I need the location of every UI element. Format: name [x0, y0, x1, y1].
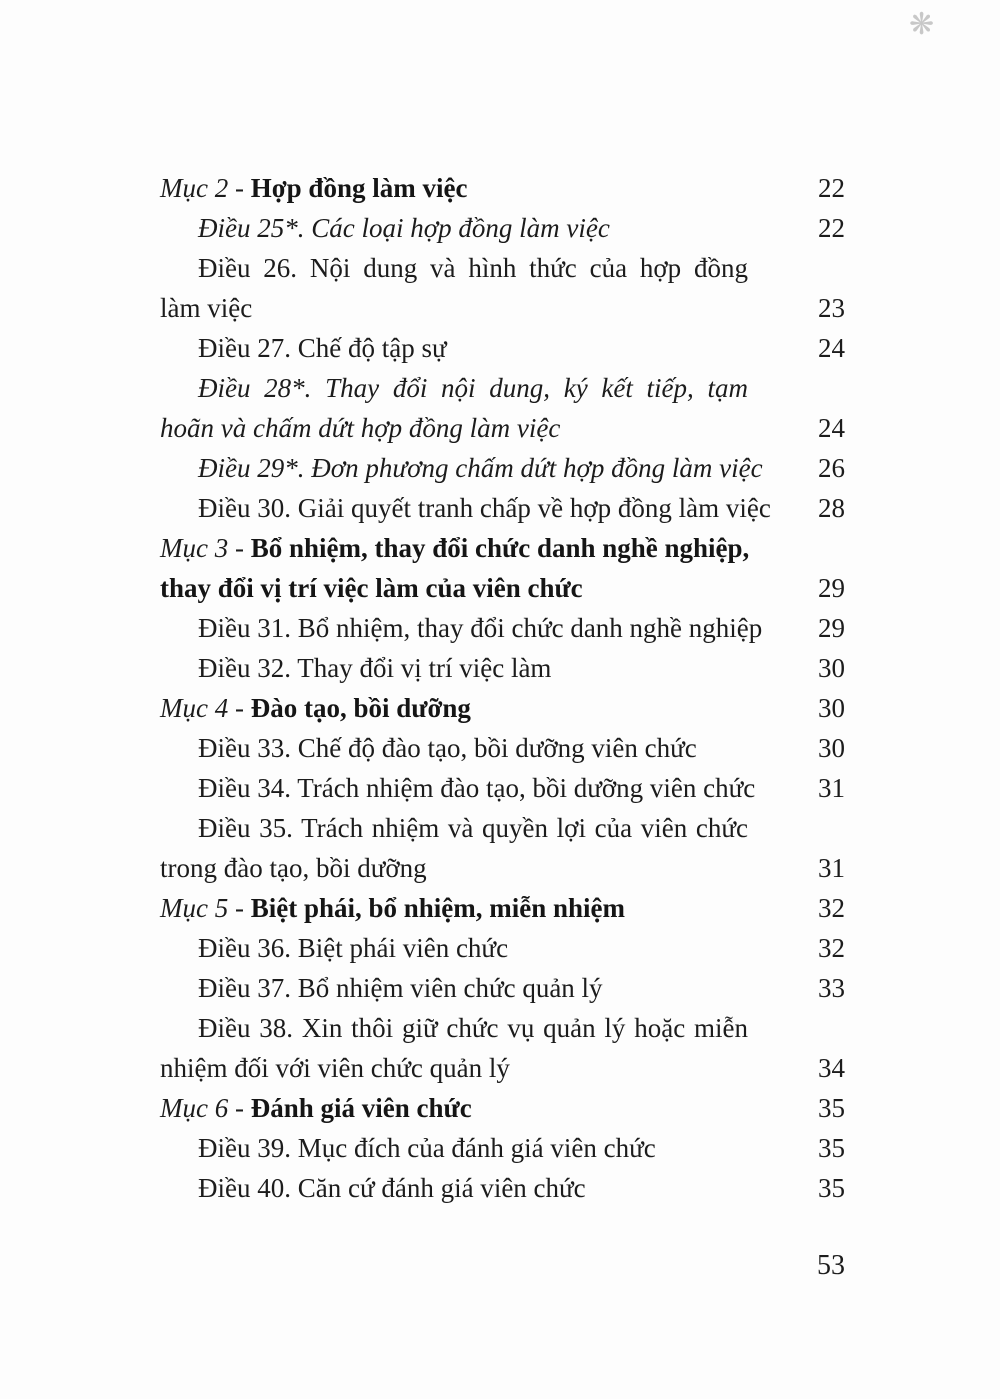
- toc-entry-line: [160, 528, 748, 568]
- toc-entry: [160, 248, 845, 328]
- toc-entry: [160, 608, 845, 648]
- toc-entry-text: Hợp đồng làm việc: [250, 173, 468, 203]
- toc-entry-line: [160, 1048, 748, 1088]
- toc-entry-text: nhiệm đối với viên chức quản lý: [160, 1053, 510, 1083]
- toc-entry-text: Điều 33. Chế độ đào tạo, bồi dưỡng viên chức: [198, 733, 697, 763]
- toc-entry-text: trong đào tạo, bồi dưỡng: [160, 853, 427, 883]
- toc-entry-page-number: 22: [818, 173, 845, 203]
- toc-entry-text: Mục 4 -: [160, 693, 251, 723]
- toc-entry-line: [160, 768, 756, 808]
- toc-entry-text: hoãn và chấm dứt hợp đồng làm việc: [160, 413, 561, 443]
- toc-entry-text: Điều 25*. Các loại hợp đồng làm việc: [198, 213, 610, 243]
- toc-entry: [160, 808, 845, 888]
- toc-entry: [160, 1128, 845, 1168]
- toc-entry-page-number: 35: [818, 1173, 845, 1203]
- toc-entry-text: Điều 31. Bổ nhiệm, thay đổi chức danh nghề nghiệp: [198, 613, 763, 643]
- toc-entry-page-number: 24: [818, 333, 845, 363]
- toc-entry: [160, 968, 845, 1008]
- toc-entry-text: Điều 29*. Đơn phương chấm dứt hợp đồng làm việc: [198, 453, 763, 483]
- toc-entry: [160, 1168, 845, 1208]
- toc-entry-text: Mục 5 -: [160, 893, 251, 923]
- toc-entry-line: [160, 1008, 748, 1048]
- toc-entry-line: [160, 1128, 748, 1168]
- toc-entry-page-number: 30: [818, 693, 845, 723]
- toc-entry-line: [160, 968, 748, 1008]
- toc-entry: [160, 648, 845, 688]
- toc-entry-page-number: 33: [818, 973, 845, 1003]
- toc-entry-text: Điều 28*. Thay đổi nội dung, ký kết tiếp, tạm: [198, 373, 748, 403]
- toc-entry-page-number: 29: [818, 573, 845, 603]
- toc-entry-line: [160, 208, 748, 248]
- flower-ornament-icon: ❋: [909, 7, 935, 42]
- toc-entry-line: [160, 608, 763, 648]
- toc-entry-line: [160, 648, 748, 688]
- toc-entry-line: [160, 368, 748, 408]
- toc-entry-page-number: 30: [818, 733, 845, 763]
- toc-entry-page-number: 28: [818, 493, 845, 523]
- toc-entry-page-number: 31: [818, 773, 845, 803]
- toc-entry: [160, 168, 845, 208]
- toc-entry-text: thay đổi vị trí việc làm của viên chức: [160, 573, 583, 603]
- toc-entry-text: Đào tạo, bồi dưỡng: [250, 693, 471, 723]
- toc-entry: [160, 728, 845, 768]
- toc-entry-page-number: 31: [818, 853, 845, 883]
- toc-entry-text: Mục 3 -: [160, 533, 251, 563]
- toc-entry-line: [160, 848, 748, 888]
- toc-entry-text: Điều 40. Căn cứ đánh giá viên chức: [198, 1173, 586, 1203]
- toc-entry-text: Điều 36. Biệt phái viên chức: [198, 933, 509, 963]
- toc-entry-page-number: 35: [818, 1133, 845, 1163]
- toc-entry-line: [160, 408, 748, 448]
- toc-entry: [160, 368, 845, 448]
- toc-entry: [160, 488, 845, 528]
- toc-entry-page-number: 34: [818, 1053, 845, 1083]
- toc-entry-text: Điều 27. Chế độ tập sự: [198, 333, 447, 363]
- toc-entry-line: [160, 328, 748, 368]
- toc-entry: [160, 328, 845, 368]
- toc-entry-line: [160, 888, 748, 928]
- toc-entry: [160, 768, 845, 808]
- toc-entry-text: Bổ nhiệm, thay đổi chức danh nghề nghiệp,: [250, 533, 750, 563]
- toc-entry-line: [160, 1088, 748, 1128]
- toc-entry-page-number: 26: [818, 453, 845, 483]
- toc-entry-line: [160, 688, 748, 728]
- toc-entry: [160, 1088, 845, 1128]
- toc-entry-text: Điều 26. Nội dung và hình thức của hợp đồng: [198, 253, 748, 283]
- toc-entry-line: [160, 488, 771, 528]
- toc-entry: [160, 208, 845, 248]
- toc-entry-page-number: 23: [818, 293, 845, 323]
- toc-list: [160, 168, 845, 1208]
- toc-entry: [160, 528, 845, 608]
- toc-entry-line: [160, 808, 748, 848]
- toc-entry-text: Điều 38. Xin thôi giữ chức vụ quản lý hoặc miễn: [198, 1013, 748, 1043]
- toc-entry: [160, 1008, 845, 1088]
- toc-entry-page-number: 35: [818, 1093, 845, 1123]
- toc-entry-text: Điều 35. Trách nhiệm và quyền lợi của viên chức: [198, 813, 748, 843]
- toc-entry-page-number: 22: [818, 213, 845, 243]
- toc-entry-text: Điều 32. Thay đổi vị trí việc làm: [198, 653, 552, 683]
- toc-entry-line: [160, 728, 748, 768]
- toc-entry-text: Mục 2 -: [160, 173, 251, 203]
- toc-entry-line: [160, 568, 748, 608]
- toc-entry: [160, 448, 845, 488]
- toc-entry-text: Điều 37. Bổ nhiệm viên chức quản lý: [198, 973, 603, 1003]
- toc-entry-line: [160, 248, 748, 288]
- toc-entry-line: [160, 288, 748, 328]
- toc-entry-text: Biệt phái, bổ nhiệm, miễn nhiệm: [250, 893, 626, 923]
- footer-page-number: 53: [817, 1250, 845, 1281]
- toc-entry-page-number: 32: [818, 933, 845, 963]
- toc-entry-line: [160, 928, 748, 968]
- toc-entry: [160, 888, 845, 928]
- toc-entry-line: [160, 448, 763, 488]
- toc-entry-page-number: 32: [818, 893, 845, 923]
- toc-entry-line: [160, 168, 748, 208]
- toc-entry-text: Điều 39. Mục đích của đánh giá viên chức: [198, 1133, 656, 1163]
- toc-entry-page-number: 29: [818, 613, 845, 643]
- toc-entry-text: Điều 34. Trách nhiệm đào tạo, bồi dưỡng viên chức: [198, 773, 756, 803]
- toc-entry-page-number: 30: [818, 653, 845, 683]
- toc-entry-text: Đánh giá viên chức: [250, 1093, 472, 1123]
- toc-entry-line: [160, 1168, 748, 1208]
- toc-entry-text: Điều 30. Giải quyết tranh chấp về hợp đồng làm việc: [198, 493, 771, 523]
- toc-entry-page-number: 24: [818, 413, 845, 443]
- toc-entry-text: Mục 6 -: [160, 1093, 251, 1123]
- toc-entry: [160, 688, 845, 728]
- toc-entry-text: làm việc: [160, 293, 253, 323]
- toc-entry: [160, 928, 845, 968]
